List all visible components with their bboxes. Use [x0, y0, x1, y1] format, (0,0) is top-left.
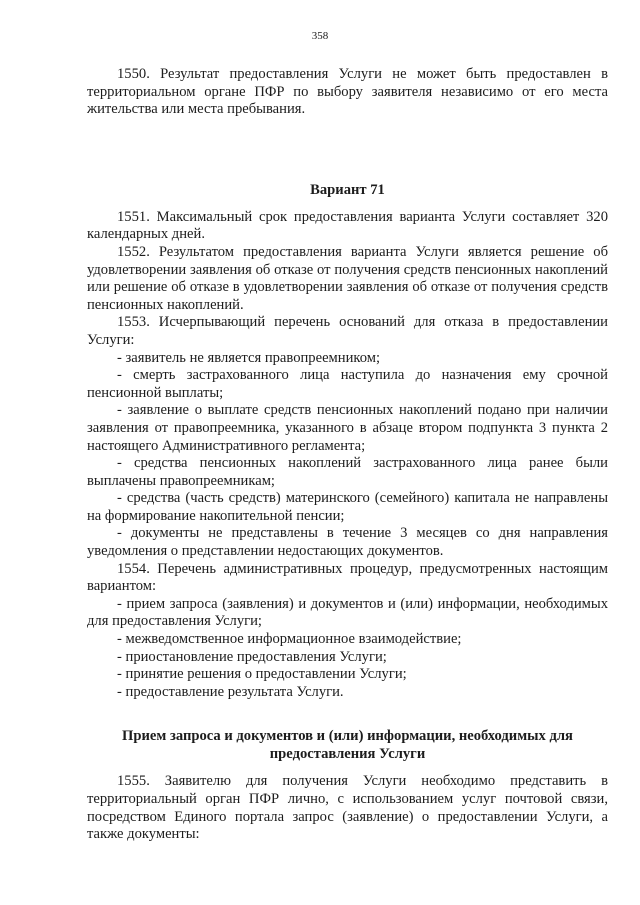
list-item: - межведомственное информационное взаимодействие;	[117, 631, 462, 648]
list-item: - заявитель не является правопреемником;	[117, 349, 381, 366]
list-item: - приостановление предоставления Услуги;	[117, 648, 387, 665]
procedures-list	[87, 596, 608, 702]
list-item: - средства (часть средств) материнского (семейного) капитала не направлены на формирование накопительной пенсии;	[87, 490, 608, 524]
list-item: - предоставление результата Услуги.	[117, 683, 344, 700]
paragraph-1552: 1552. Результатом предоставления варианта Услуги является решение об удовлетворении заявления об отказе от получения средств пенсионных накоплений или решение об отказе в удовлетворении заявления об отказе от получения средств пенсионных накоплений.	[87, 243, 608, 313]
list-item: - прием запроса (заявления) и документов и (или) информации, необходимых для предоставления Услуги;	[87, 595, 608, 630]
document-body	[87, 66, 608, 844]
page-number: 358	[311, 30, 329, 42]
list-item: - принятие решения о предоставлении Услуги;	[117, 666, 407, 683]
paragraph-1550: 1550. Результат предоставления Услуги не может быть предоставлен в территориальном органе ПФР по выбору заявителя независимо от его места жительства или места пребывания.	[87, 66, 608, 118]
list-item: - заявление о выплате средств пенсионных накоплений подано при наличии заявления от правопреемника, указанного в абзаце втором подпункта 3 пункта 2 настоящего Административного регламента;	[87, 402, 608, 454]
list-item: - документы не представлены в течение 3 месяцев со дня направления уведомления о представлении недостающих документов.	[87, 525, 608, 560]
list-item: - смерть застрахованного лица наступила до назначения ему срочной пенсионной выплаты;	[87, 367, 608, 401]
paragraph-1554: 1554. Перечень административных процедур, предусмотренных настоящим вариантом:	[87, 560, 608, 595]
variant-heading: Вариант 71	[310, 181, 385, 198]
section-heading: Прием запроса и документов и (или) информации, необходимых для предоставления Услуги	[122, 728, 573, 763]
refusal-grounds-list	[87, 350, 608, 561]
paragraph-1553: 1553. Исчерпывающий перечень оснований для отказа в предоставлении Услуги:	[87, 314, 608, 348]
list-item: - средства пенсионных накоплений застрахованного лица ранее были выплачены правопреемникам;	[87, 455, 608, 489]
paragraph-1551: 1551. Максимальный срок предоставления варианта Услуги составляет 320 календарных дней.	[87, 208, 608, 243]
paragraph-1555: 1555. Заявителю для получения Услуги необходимо представить в территориальный орган ПФР лично, с использованием услуг почтовой связи, посредством Единого портала запрос (заявление) о предоставлении Услуги, а также документы:	[87, 773, 608, 843]
